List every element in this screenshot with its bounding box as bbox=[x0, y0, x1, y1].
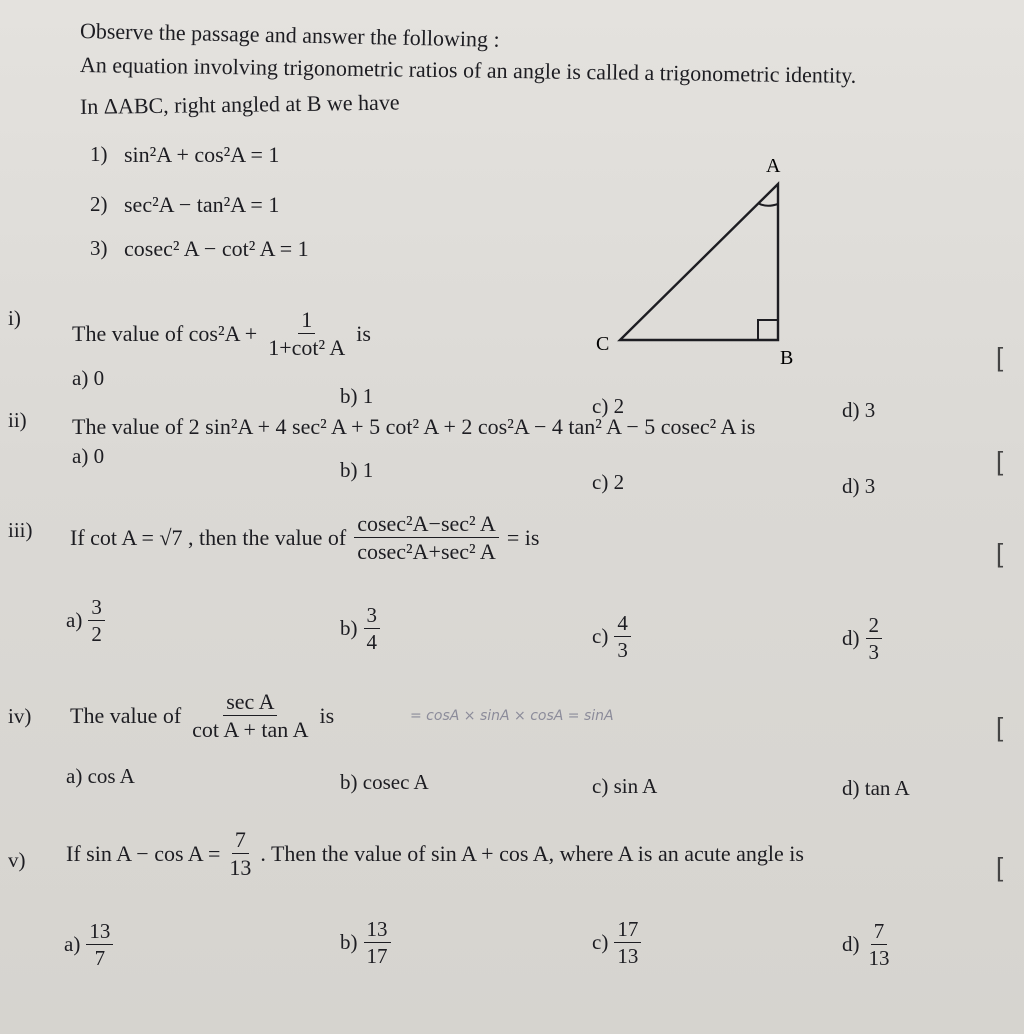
question-1-denominator: 1+cot² A bbox=[268, 335, 346, 361]
option-denominator: 2 bbox=[91, 622, 102, 647]
identity-3: cosec² A − cot² A = 1 bbox=[124, 236, 309, 261]
vertex-c-label: C bbox=[596, 333, 610, 355]
question-1-numerator: 1 bbox=[298, 308, 315, 334]
question-4-option-c[interactable]: c) sin A bbox=[592, 774, 658, 798]
question-3-number: iii) bbox=[8, 518, 33, 542]
question-3-fraction bbox=[354, 512, 499, 563]
question-1-option-a[interactable]: a) 0 bbox=[72, 366, 105, 390]
question-5-suffix: . Then the value of sin A + cos A, where A is an acute angle is bbox=[260, 840, 804, 866]
option-numerator: 7 bbox=[871, 920, 888, 945]
question-3-option-d[interactable]: d) $\frac{2}{3}$ bbox=[842, 614, 882, 663]
question-1-suffix: is bbox=[356, 320, 371, 346]
option-numerator: 2 bbox=[866, 614, 883, 639]
question-3-denominator: cosec²A+sec² A bbox=[357, 539, 496, 565]
triangle-abc bbox=[620, 184, 778, 340]
intro-line-1: Observe the passage and answer the following : bbox=[79, 18, 500, 52]
question-4-answer-bracket[interactable]: [ bbox=[996, 712, 1004, 742]
option-numerator: 4 bbox=[614, 612, 631, 637]
question-5-denominator: 13 bbox=[229, 855, 252, 881]
question-5-stem bbox=[66, 828, 804, 879]
question-4-option-d[interactable]: d) tan A bbox=[842, 776, 910, 800]
question-5-numerator: 7 bbox=[232, 828, 249, 854]
question-5-number: v) bbox=[8, 848, 26, 872]
option-denominator: 3 bbox=[868, 640, 879, 665]
question-4-prefix: The value of bbox=[70, 702, 182, 728]
question-5-option-c[interactable]: c) $\frac{17}{13}$ bbox=[592, 918, 641, 967]
question-1-option-c[interactable]: c) 2 bbox=[592, 394, 625, 418]
option-denominator: 3 bbox=[617, 638, 628, 663]
question-2-number: ii) bbox=[8, 408, 27, 432]
question-5-option-a[interactable]: a) $\frac{13}{7}$ bbox=[64, 920, 113, 969]
question-2-option-a[interactable]: a) 0 bbox=[72, 444, 105, 468]
question-5-option-d[interactable]: d) $\frac{7}{13}$ bbox=[842, 920, 893, 969]
question-5-answer-bracket[interactable]: [ bbox=[996, 852, 1004, 882]
question-5-option-b[interactable]: b) $\frac{13}{17}$ bbox=[340, 918, 391, 967]
question-3-option-c[interactable]: c) $\frac{4}{3}$ bbox=[592, 612, 631, 661]
intro-line-2: An equation involving trigonometric ratios of an angle is called a trigonometric identity. bbox=[79, 52, 857, 88]
option-numerator: 3 bbox=[364, 604, 381, 629]
question-3-suffix: = is bbox=[506, 524, 540, 550]
question-4-option-a[interactable]: a) cos A bbox=[66, 764, 135, 788]
option-numerator: 17 bbox=[614, 918, 641, 943]
option-numerator: 3 bbox=[88, 596, 105, 621]
question-3-numerator: cosec²A−sec² A bbox=[354, 512, 499, 538]
question-2-answer-bracket[interactable]: [ bbox=[996, 446, 1004, 476]
question-3-stem bbox=[70, 512, 539, 563]
option-denominator: 4 bbox=[366, 630, 377, 655]
question-1-answer-bracket[interactable]: [ bbox=[996, 342, 1004, 372]
question-2-stem: The value of 2 sin²A + 4 sec² A + 5 cot² A + 2 cos²A − 4 tan² A − 5 cosec² A is bbox=[72, 414, 756, 439]
question-5-prefix: If sin A − cos A = bbox=[66, 840, 221, 866]
question-1-option-b[interactable]: b) 1 bbox=[340, 384, 374, 408]
question-3-option-a[interactable]: a) $\frac{3}{2}$ bbox=[66, 596, 105, 645]
option-denominator: 7 bbox=[94, 946, 106, 971]
question-3-option-b[interactable]: b) $\frac{3}{4}$ bbox=[340, 604, 380, 653]
question-1-stem bbox=[72, 308, 371, 359]
question-1-number: i) bbox=[8, 306, 21, 330]
identity-1-number: 1) bbox=[90, 142, 108, 166]
question-4-numerator: sec A bbox=[223, 690, 277, 716]
question-4-fraction bbox=[189, 690, 311, 741]
option-numerator: 13 bbox=[364, 918, 391, 943]
question-2-option-b[interactable]: b) 1 bbox=[340, 458, 374, 482]
option-denominator: 13 bbox=[868, 946, 890, 971]
angle-a-arc bbox=[758, 203, 778, 206]
question-3-prefix: If cot A = √7 , then the value of bbox=[70, 524, 347, 550]
identity-2-number: 2) bbox=[90, 192, 108, 216]
question-4-number: iv) bbox=[8, 704, 32, 728]
question-1-prefix: The value of cos²A + bbox=[72, 320, 258, 346]
question-5-fraction bbox=[226, 828, 254, 879]
vertex-a-label: A bbox=[766, 155, 781, 177]
question-4-suffix: is bbox=[319, 702, 335, 728]
question-3-answer-bracket[interactable]: [ bbox=[996, 538, 1004, 568]
identity-2: sec²A − tan²A = 1 bbox=[124, 192, 280, 217]
question-1-option-d[interactable]: d) 3 bbox=[842, 398, 876, 422]
question-4-denominator: cot A + tan A bbox=[192, 717, 309, 743]
right-triangle-diagram bbox=[590, 150, 820, 380]
question-4-stem bbox=[70, 690, 334, 741]
identity-1: sin²A + cos²A = 1 bbox=[124, 142, 280, 167]
intro-line-3: In ΔABC, right angled at B we have bbox=[79, 89, 400, 119]
option-denominator: 13 bbox=[617, 944, 639, 969]
right-angle-mark bbox=[758, 320, 778, 340]
vertex-b-label: B bbox=[780, 347, 794, 369]
identity-3-number: 3) bbox=[90, 236, 108, 260]
question-4-option-b[interactable]: b) cosec A bbox=[340, 770, 429, 794]
pencil-working-note: = cosA × sinA × cosA = sinA bbox=[410, 708, 614, 724]
option-numerator: 13 bbox=[86, 920, 113, 945]
option-denominator: 17 bbox=[366, 944, 388, 969]
question-2-option-d[interactable]: d) 3 bbox=[842, 474, 876, 498]
question-1-fraction bbox=[265, 308, 348, 359]
question-2-option-c[interactable]: c) 2 bbox=[592, 470, 625, 494]
